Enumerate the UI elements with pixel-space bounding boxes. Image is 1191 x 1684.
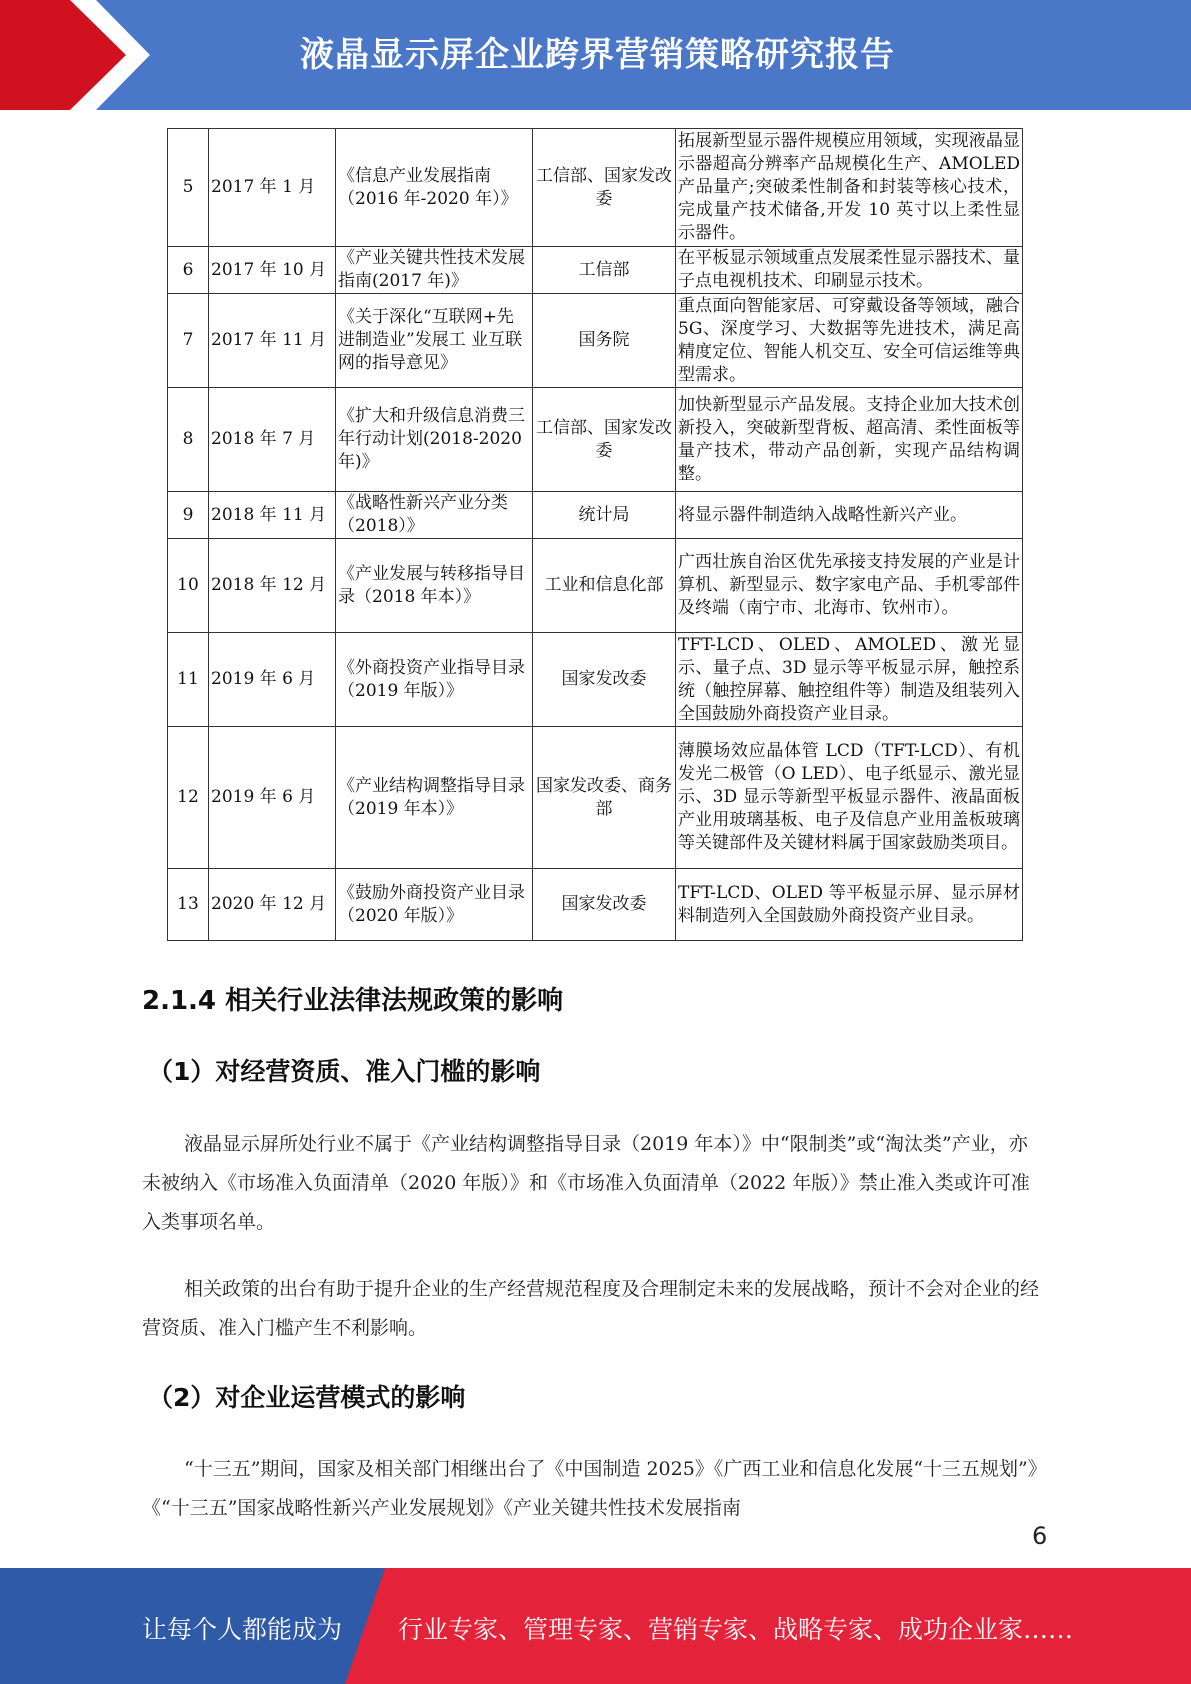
row-date: 2020 年 12 月 — [209, 869, 336, 941]
row-number: 5 — [168, 129, 209, 247]
row-department: 统计局 — [533, 492, 676, 539]
table-row — [168, 633, 1023, 727]
policy-table — [167, 128, 1023, 941]
section-heading: 2.1.4 相关行业法律法规政策的影响 — [142, 986, 564, 1016]
row-date: 2019 年 6 月 — [209, 727, 336, 869]
row-number: 6 — [168, 247, 209, 294]
row-description: 重点面向智能家居、可穿戴设备等领域，融合 5G、深度学习、大数据等先进技术，满足高精度定位、智能人机交互、安全可信运维等典型需求。 — [676, 294, 1023, 388]
row-document: 《产业发展与转移指导目录（2018 年本）》 — [336, 539, 533, 633]
footer-slogan-right: 行业专家、管理专家、营销专家、战略专家、成功企业家…… — [398, 1615, 1074, 1644]
row-department: 国家发改委 — [533, 633, 676, 727]
row-document: 《外商投资产业指导目录（2019 年版）》 — [336, 633, 533, 727]
row-date: 2018 年 11 月 — [209, 492, 336, 539]
row-department: 工信部 — [533, 247, 676, 294]
row-date: 2018 年 7 月 — [209, 388, 336, 492]
table-row — [168, 294, 1023, 388]
table-row — [168, 129, 1023, 247]
row-department: 国务院 — [533, 294, 676, 388]
subsection-heading-2: （2）对企业运营模式的影响 — [148, 1383, 466, 1412]
footer-slogan-left: 让每个人都能成为 — [142, 1615, 343, 1644]
row-department: 国家发改委 — [533, 869, 676, 941]
page-header — [0, 0, 1191, 110]
row-department: 国家发改委、商务部 — [533, 727, 676, 869]
paragraph-1: 液晶显示屏所处行业不属于《产业结构调整指导目录（2019 年本）》中“限制类”或“淘汰类”产业，亦未被纳入《市场准入负面清单（2020 年版）》和《市场准入负面清单（2022 年版）》禁止准入类或许可准入类事项名单。 — [142, 1133, 1030, 1233]
row-document: 《扩大和升级信息消费三年行动计划(2018-2020 年)》 — [336, 388, 533, 492]
table-row — [168, 869, 1023, 941]
row-number: 11 — [168, 633, 209, 727]
row-description: 在平板显示领域重点发展柔性显示器技术、量子点电视机技术、印刷显示技术。 — [676, 247, 1023, 294]
row-number: 9 — [168, 492, 209, 539]
table-row — [168, 539, 1023, 633]
row-number: 7 — [168, 294, 209, 388]
row-description: TFT-LCD、OLED 等平板显示屏、显示屏材料制造列入全国鼓励外商投资产业目录。 — [676, 869, 1023, 941]
table-row — [168, 247, 1023, 294]
row-document — [336, 492, 533, 539]
row-document: 《信息产业发展指南（2016 年-2020 年）》 — [336, 129, 533, 247]
subsection-heading-1: （1）对经营资质、准入门槛的影响 — [148, 1057, 541, 1086]
report-title: 液晶显示屏企业跨界营销策略研究报告 — [300, 35, 895, 75]
row-description: 加快新型显示产品发展。支持企业加大技术创新投入，突破新型背板、超高清、柔性面板等量产技术，带动产品创新，实现产品结构调整。 — [676, 388, 1023, 492]
row-department: 工信部、国家发改委 — [533, 388, 676, 492]
row-date: 2017 年 11 月 — [209, 294, 336, 388]
row-description: 将显示器件制造纳入战略性新兴产业。 — [676, 492, 1023, 539]
row-description: 薄膜场效应晶体管 LCD（TFT-LCD）、有机发光二极管（O LED）、电子纸显示、激光显示、3D 显示等新型平板显示器件、液晶面板产业用玻璃基板、电子及信息产业用盖板玻璃等关键部件及关键材料属于国家鼓励类项目。 — [676, 727, 1023, 869]
row-date: 2019 年 6 月 — [209, 633, 336, 727]
row-document: 《产业结构调整指导目录（2019 年本）》 — [336, 727, 533, 869]
table-row — [168, 727, 1023, 869]
paragraph-3: “十三五”期间，国家及相关部门相继出台了《中国制造 2025》《广西工业和信息化发展“十三五规划”》《“十三五”国家战略性新兴产业发展规划》《产业关键共性技术发展指南 — [142, 1458, 1038, 1519]
row-date: 2017 年 10 月 — [209, 247, 336, 294]
row-date: 2018 年 12 月 — [209, 539, 336, 633]
row-number: 13 — [168, 869, 209, 941]
row-number: 8 — [168, 388, 209, 492]
row-document: 《鼓励外商投资产业目录（2020 年版）》 — [336, 869, 533, 941]
table-row — [168, 492, 1023, 539]
row-document-clipped: 《战略性新兴产业分类（2018）》 — [338, 493, 508, 536]
row-document: 《产业关键共性技术发展指南(2017 年)》 — [336, 247, 533, 294]
row-department: 工业和信息化部 — [533, 539, 676, 633]
table-row — [168, 388, 1023, 492]
page-footer — [0, 1568, 1191, 1684]
row-description: 拓展新型显示器件规模应用领域，实现液晶显示器超高分辨率产品规模化生产、AMOLED 产品量产;突破柔性制备和封装等核心技术，完成量产技术储备,开发 10 英寸以上柔性显示器件。 — [676, 129, 1023, 247]
row-description: 广西壮族自治区优先承接支持发展的产业是计算机、新型显示、数字家电产品、手机零部件及终端（南宁市、北海市、钦州市）。 — [676, 539, 1023, 633]
row-description: TFT-LCD、OLED、AMOLED、激光显示、量子点、3D 显示等平板显示屏，触控系统（触控屏幕、触控组件等）制造及组装列入全国鼓励外商投资产业目录。 — [676, 633, 1023, 727]
page-number: 6 — [1032, 1522, 1048, 1550]
paragraph-2: 相关政策的出台有助于提升企业的生产经营规范程度及合理制定未来的发展战略，预计不会对企业的经营资质、准入门槛产生不利影响。 — [142, 1278, 1040, 1339]
row-number: 12 — [168, 727, 209, 869]
row-department: 工信部、国家发改委 — [533, 129, 676, 247]
row-number: 10 — [168, 539, 209, 633]
row-document: 《关于深化“互联网+先进制造业”发展工 业互联网的指导意见》 — [336, 294, 533, 388]
row-date: 2017 年 1 月 — [209, 129, 336, 247]
